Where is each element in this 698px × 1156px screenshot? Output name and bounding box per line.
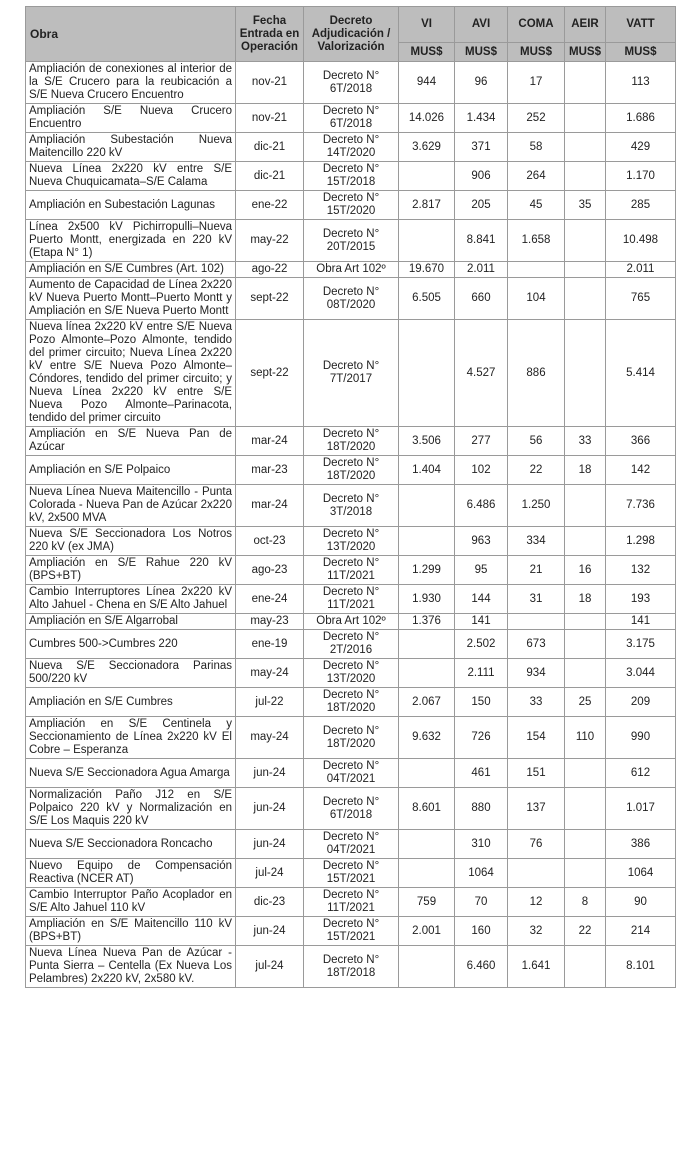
table-row <box>26 220 676 262</box>
cell-obra: Línea 2x500 kV Pichirropulli–Nueva Puerto Montt, energizada en 220 kV (Etapa N° 1) <box>26 220 236 262</box>
cell-vatt: 990 <box>606 717 676 759</box>
cell-vatt: 141 <box>606 614 676 630</box>
cell-vi: 944 <box>399 62 455 104</box>
cell-fecha: mar-24 <box>236 485 304 527</box>
cell-decreto: Decreto N° 04T/2021 <box>304 830 399 859</box>
cell-vi: 9.632 <box>399 717 455 759</box>
cell-fecha: mar-24 <box>236 427 304 456</box>
cell-vatt: 3.044 <box>606 659 676 688</box>
cell-coma: 151 <box>508 759 565 788</box>
cell-aeir: 110 <box>565 717 606 759</box>
cell-coma: 58 <box>508 133 565 162</box>
cell-vi: 8.601 <box>399 788 455 830</box>
table-row <box>26 888 676 917</box>
table-row <box>26 917 676 946</box>
cell-coma: 886 <box>508 320 565 427</box>
cell-obra: Ampliación S/E Nueva Crucero Encuentro <box>26 104 236 133</box>
cell-coma: 252 <box>508 104 565 133</box>
cell-obra: Nueva Línea Nueva Pan de Azúcar - Punta Sierra – Centella (Ex Nueva Los Pelambres) 2x220 kV, 2x580 kV. <box>26 946 236 988</box>
header-obra: Obra <box>26 7 236 62</box>
cell-vatt: 193 <box>606 585 676 614</box>
works-table-container <box>25 6 675 988</box>
cell-avi: 880 <box>455 788 508 830</box>
cell-fecha: may-23 <box>236 614 304 630</box>
cell-fecha: jun-24 <box>236 830 304 859</box>
cell-avi: 205 <box>455 191 508 220</box>
cell-avi: 371 <box>455 133 508 162</box>
cell-coma <box>508 859 565 888</box>
cell-fecha: jul-24 <box>236 859 304 888</box>
cell-obra: Nueva S/E Seccionadora Los Notros 220 kV (ex JMA) <box>26 527 236 556</box>
header-fecha: Fecha Entrada en Operación <box>236 7 304 62</box>
cell-fecha: ago-23 <box>236 556 304 585</box>
cell-fecha: ago-22 <box>236 262 304 278</box>
cell-vatt: 90 <box>606 888 676 917</box>
cell-vi <box>399 946 455 988</box>
cell-obra: Nueva línea 2x220 kV entre S/E Nueva Pozo Almonte–Pozo Almonte, tendido del primer circuito; Nueva Línea 2x220 kV entre S/E Nueva Pozo Almonte–Cóndores, tendido del primer circuito; y Nueva Línea 2x220 kV entre S/E Nueva Pozo Almonte–Parinacota, tendido del primer circuito <box>26 320 236 427</box>
cell-vatt: 3.175 <box>606 630 676 659</box>
cell-decreto: Decreto N° 11T/2021 <box>304 888 399 917</box>
cell-fecha: oct-23 <box>236 527 304 556</box>
cell-aeir <box>565 162 606 191</box>
cell-vatt: 10.498 <box>606 220 676 262</box>
cell-fecha: nov-21 <box>236 104 304 133</box>
cell-coma <box>508 614 565 630</box>
cell-vi <box>399 759 455 788</box>
cell-vatt: 142 <box>606 456 676 485</box>
cell-decreto: Decreto N° 6T/2018 <box>304 788 399 830</box>
cell-avi: 660 <box>455 278 508 320</box>
table-row <box>26 659 676 688</box>
unit-vatt: MUS$ <box>606 43 676 62</box>
cell-aeir <box>565 788 606 830</box>
cell-aeir: 22 <box>565 917 606 946</box>
cell-obra: Ampliación en S/E Rahue 220 kV (BPS+BT) <box>26 556 236 585</box>
cell-fecha: may-24 <box>236 717 304 759</box>
cell-coma: 1.250 <box>508 485 565 527</box>
cell-decreto: Decreto N° 6T/2018 <box>304 62 399 104</box>
table-row <box>26 320 676 427</box>
cell-avi: 906 <box>455 162 508 191</box>
cell-avi: 102 <box>455 456 508 485</box>
cell-coma: 76 <box>508 830 565 859</box>
cell-avi: 963 <box>455 527 508 556</box>
cell-decreto: Decreto N° 7T/2017 <box>304 320 399 427</box>
cell-obra: Ampliación en Subestación Lagunas <box>26 191 236 220</box>
cell-vi <box>399 162 455 191</box>
cell-avi: 144 <box>455 585 508 614</box>
cell-aeir <box>565 630 606 659</box>
cell-vatt: 386 <box>606 830 676 859</box>
cell-aeir <box>565 262 606 278</box>
cell-fecha: dic-21 <box>236 162 304 191</box>
cell-coma: 104 <box>508 278 565 320</box>
cell-decreto: Obra Art 102º <box>304 614 399 630</box>
cell-avi: 96 <box>455 62 508 104</box>
cell-vi <box>399 485 455 527</box>
cell-coma: 21 <box>508 556 565 585</box>
cell-obra: Ampliación en S/E Centinela y Seccionamiento de Línea 2x220 kV El Cobre – Esperanza <box>26 717 236 759</box>
cell-vi: 3.629 <box>399 133 455 162</box>
cell-decreto: Decreto N° 08T/2020 <box>304 278 399 320</box>
cell-vi <box>399 630 455 659</box>
cell-aeir <box>565 659 606 688</box>
cell-coma: 934 <box>508 659 565 688</box>
cell-obra: Cambio Interruptores Línea 2x220 kV Alto Jahuel - Chena en S/E Alto Jahuel <box>26 585 236 614</box>
cell-fecha: jun-24 <box>236 759 304 788</box>
cell-vatt: 214 <box>606 917 676 946</box>
table-row <box>26 759 676 788</box>
cell-vi: 14.026 <box>399 104 455 133</box>
cell-obra: Ampliación en S/E Algarrobal <box>26 614 236 630</box>
table-row <box>26 427 676 456</box>
cell-vatt: 285 <box>606 191 676 220</box>
table-row <box>26 859 676 888</box>
cell-decreto: Decreto N° 14T/2020 <box>304 133 399 162</box>
cell-decreto: Decreto N° 6T/2018 <box>304 104 399 133</box>
cell-vi <box>399 220 455 262</box>
table-row <box>26 788 676 830</box>
cell-vatt: 7.736 <box>606 485 676 527</box>
cell-coma: 673 <box>508 630 565 659</box>
cell-aeir: 35 <box>565 191 606 220</box>
cell-fecha: may-22 <box>236 220 304 262</box>
cell-aeir: 18 <box>565 585 606 614</box>
cell-aeir <box>565 133 606 162</box>
unit-aeir: MUS$ <box>565 43 606 62</box>
cell-vi: 3.506 <box>399 427 455 456</box>
cell-obra: Nueva Línea 2x220 kV entre S/E Nueva Chuquicamata–S/E Calama <box>26 162 236 191</box>
cell-obra: Ampliación en S/E Cumbres <box>26 688 236 717</box>
cell-avi: 2.502 <box>455 630 508 659</box>
cell-vi: 1.930 <box>399 585 455 614</box>
cell-coma: 1.658 <box>508 220 565 262</box>
cell-avi: 726 <box>455 717 508 759</box>
cell-obra: Ampliación en S/E Maitencillo 110 kV (BPS+BT) <box>26 917 236 946</box>
cell-vatt: 366 <box>606 427 676 456</box>
cell-fecha: ene-24 <box>236 585 304 614</box>
cell-coma: 45 <box>508 191 565 220</box>
cell-obra: Nueva S/E Seccionadora Roncacho <box>26 830 236 859</box>
table-row <box>26 133 676 162</box>
cell-vatt: 1064 <box>606 859 676 888</box>
table-row <box>26 191 676 220</box>
cell-vatt: 8.101 <box>606 946 676 988</box>
cell-vatt: 113 <box>606 62 676 104</box>
table-row <box>26 278 676 320</box>
unit-avi: MUS$ <box>455 43 508 62</box>
cell-coma: 32 <box>508 917 565 946</box>
table-row <box>26 456 676 485</box>
cell-vi <box>399 320 455 427</box>
cell-obra: Ampliación en S/E Nueva Pan de Azúcar <box>26 427 236 456</box>
cell-vatt: 5.414 <box>606 320 676 427</box>
table-row <box>26 830 676 859</box>
table-row <box>26 262 676 278</box>
cell-coma: 33 <box>508 688 565 717</box>
cell-aeir: 33 <box>565 427 606 456</box>
cell-vatt: 132 <box>606 556 676 585</box>
cell-avi: 150 <box>455 688 508 717</box>
cell-aeir <box>565 278 606 320</box>
cell-vatt: 1.170 <box>606 162 676 191</box>
cell-aeir <box>565 320 606 427</box>
cell-avi: 4.527 <box>455 320 508 427</box>
cell-vatt: 209 <box>606 688 676 717</box>
table-row <box>26 556 676 585</box>
cell-vatt: 1.298 <box>606 527 676 556</box>
cell-fecha: dic-21 <box>236 133 304 162</box>
cell-avi: 277 <box>455 427 508 456</box>
table-row <box>26 946 676 988</box>
cell-decreto: Decreto N° 18T/2018 <box>304 946 399 988</box>
cell-obra: Ampliación de conexiones al interior de la S/E Crucero para la reubicación a S/E Nueva Crucero Encuentro <box>26 62 236 104</box>
cell-vatt: 1.017 <box>606 788 676 830</box>
cell-obra: Ampliación en S/E Polpaico <box>26 456 236 485</box>
cell-decreto: Decreto N° 15T/2021 <box>304 917 399 946</box>
unit-vi: MUS$ <box>399 43 455 62</box>
cell-vi <box>399 659 455 688</box>
cell-decreto: Decreto N° 04T/2021 <box>304 759 399 788</box>
table-row <box>26 585 676 614</box>
cell-fecha: sept-22 <box>236 320 304 427</box>
cell-aeir <box>565 614 606 630</box>
header-vi: VI <box>399 7 455 43</box>
table-row <box>26 688 676 717</box>
cell-vatt: 2.011 <box>606 262 676 278</box>
table-row <box>26 614 676 630</box>
cell-aeir <box>565 527 606 556</box>
cell-decreto: Decreto N° 18T/2020 <box>304 456 399 485</box>
cell-vi: 2.001 <box>399 917 455 946</box>
cell-coma: 154 <box>508 717 565 759</box>
cell-aeir <box>565 946 606 988</box>
cell-aeir: 8 <box>565 888 606 917</box>
cell-decreto: Decreto N° 2T/2016 <box>304 630 399 659</box>
cell-fecha: jun-24 <box>236 917 304 946</box>
table-row <box>26 62 676 104</box>
cell-fecha: nov-21 <box>236 62 304 104</box>
cell-avi: 70 <box>455 888 508 917</box>
header-avi: AVI <box>455 7 508 43</box>
cell-coma: 12 <box>508 888 565 917</box>
cell-decreto: Decreto N° 13T/2020 <box>304 659 399 688</box>
cell-vi: 2.817 <box>399 191 455 220</box>
cell-obra: Ampliación en S/E Cumbres (Art. 102) <box>26 262 236 278</box>
cell-coma: 17 <box>508 62 565 104</box>
cell-coma: 22 <box>508 456 565 485</box>
cell-aeir: 25 <box>565 688 606 717</box>
cell-decreto: Decreto N° 11T/2021 <box>304 556 399 585</box>
cell-fecha: jun-24 <box>236 788 304 830</box>
header-aeir: AEIR <box>565 7 606 43</box>
cell-obra: Cambio Interruptor Paño Acoplador en S/E Alto Jahuel 110 kV <box>26 888 236 917</box>
cell-coma: 264 <box>508 162 565 191</box>
cell-avi: 1.434 <box>455 104 508 133</box>
cell-avi: 6.460 <box>455 946 508 988</box>
cell-aeir <box>565 220 606 262</box>
unit-coma: MUS$ <box>508 43 565 62</box>
cell-aeir <box>565 104 606 133</box>
cell-vi: 2.067 <box>399 688 455 717</box>
table-row <box>26 485 676 527</box>
cell-decreto: Decreto N° 18T/2020 <box>304 427 399 456</box>
cell-vi <box>399 527 455 556</box>
cell-coma: 334 <box>508 527 565 556</box>
cell-fecha: dic-23 <box>236 888 304 917</box>
cell-obra: Nueva Línea Nueva Maitencillo - Punta Colorada - Nueva Pan de Azúcar 2x220 kV, 2x500 MVA <box>26 485 236 527</box>
header-vatt: VATT <box>606 7 676 43</box>
cell-decreto: Obra Art 102º <box>304 262 399 278</box>
cell-avi: 1064 <box>455 859 508 888</box>
cell-decreto: Decreto N° 3T/2018 <box>304 485 399 527</box>
cell-obra: Nuevo Equipo de Compensación Reactiva (NCER AT) <box>26 859 236 888</box>
cell-avi: 2.111 <box>455 659 508 688</box>
table-row <box>26 104 676 133</box>
cell-fecha: jul-22 <box>236 688 304 717</box>
cell-fecha: jul-24 <box>236 946 304 988</box>
table-body <box>26 62 676 988</box>
cell-obra: Cumbres 500->Cumbres 220 <box>26 630 236 659</box>
cell-decreto: Decreto N° 18T/2020 <box>304 717 399 759</box>
cell-vi: 1.299 <box>399 556 455 585</box>
cell-vatt: 1.686 <box>606 104 676 133</box>
cell-avi: 310 <box>455 830 508 859</box>
cell-obra: Nueva S/E Seccionadora Parinas 500/220 kV <box>26 659 236 688</box>
cell-obra: Nueva S/E Seccionadora Agua Amarga <box>26 759 236 788</box>
cell-obra: Normalización Paño J12 en S/E Polpaico 220 kV y Normalización en S/E Los Maquis 220 kV <box>26 788 236 830</box>
cell-coma: 1.641 <box>508 946 565 988</box>
cell-fecha: ene-19 <box>236 630 304 659</box>
table-row <box>26 717 676 759</box>
cell-vatt: 765 <box>606 278 676 320</box>
cell-vatt: 612 <box>606 759 676 788</box>
cell-decreto: Decreto N° 15T/2020 <box>304 191 399 220</box>
cell-decreto: Decreto N° 11T/2021 <box>304 585 399 614</box>
cell-vatt: 429 <box>606 133 676 162</box>
cell-avi: 461 <box>455 759 508 788</box>
cell-aeir: 16 <box>565 556 606 585</box>
table-row <box>26 630 676 659</box>
cell-obra: Ampliación Subestación Nueva Maitencillo 220 kV <box>26 133 236 162</box>
cell-avi: 95 <box>455 556 508 585</box>
cell-fecha: mar-23 <box>236 456 304 485</box>
cell-aeir: 18 <box>565 456 606 485</box>
cell-aeir <box>565 859 606 888</box>
cell-coma: 56 <box>508 427 565 456</box>
cell-vi: 1.376 <box>399 614 455 630</box>
table-row <box>26 162 676 191</box>
cell-avi: 2.011 <box>455 262 508 278</box>
cell-aeir <box>565 485 606 527</box>
cell-fecha: sept-22 <box>236 278 304 320</box>
cell-coma: 137 <box>508 788 565 830</box>
cell-decreto: Decreto N° 15T/2021 <box>304 859 399 888</box>
cell-avi: 141 <box>455 614 508 630</box>
cell-decreto: Decreto N° 20T/2015 <box>304 220 399 262</box>
cell-vi <box>399 830 455 859</box>
cell-avi: 8.841 <box>455 220 508 262</box>
cell-vi: 1.404 <box>399 456 455 485</box>
cell-aeir <box>565 759 606 788</box>
cell-vi: 6.505 <box>399 278 455 320</box>
cell-decreto: Decreto N° 13T/2020 <box>304 527 399 556</box>
cell-vi: 19.670 <box>399 262 455 278</box>
header-decreto: Decreto Adjudicación / Valorización <box>304 7 399 62</box>
cell-decreto: Decreto N° 15T/2018 <box>304 162 399 191</box>
cell-decreto: Decreto N° 18T/2020 <box>304 688 399 717</box>
cell-vi <box>399 859 455 888</box>
cell-coma <box>508 262 565 278</box>
cell-coma: 31 <box>508 585 565 614</box>
cell-avi: 160 <box>455 917 508 946</box>
cell-fecha: ene-22 <box>236 191 304 220</box>
cell-fecha: may-24 <box>236 659 304 688</box>
cell-vi: 759 <box>399 888 455 917</box>
header-coma: COMA <box>508 7 565 43</box>
table-row <box>26 527 676 556</box>
cell-aeir <box>565 830 606 859</box>
works-table <box>25 6 676 988</box>
cell-obra: Aumento de Capacidad de Línea 2x220 kV Nueva Puerto Montt–Puerto Montt y Ampliación en S/E Nueva Puerto Montt <box>26 278 236 320</box>
cell-aeir <box>565 62 606 104</box>
cell-avi: 6.486 <box>455 485 508 527</box>
